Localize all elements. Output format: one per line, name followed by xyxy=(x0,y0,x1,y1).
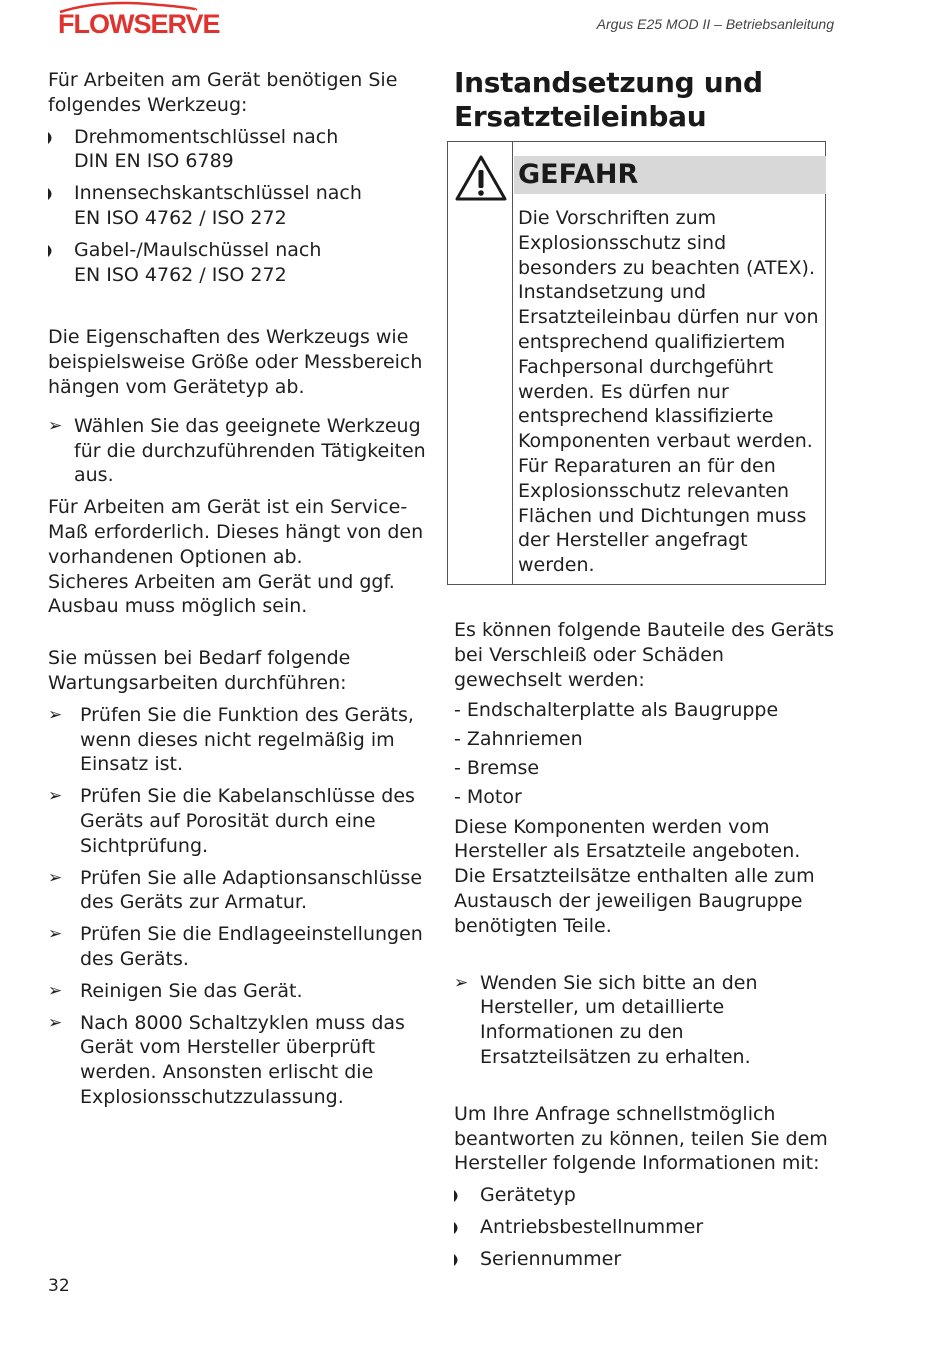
logo-swoosh-icon xyxy=(58,0,198,14)
warning-triangle-icon xyxy=(454,154,508,202)
list-item xyxy=(48,1011,440,1110)
tools-intro: Für Arbeiten am Gerät benötigen Sie folgendes Werkzeug: xyxy=(48,69,398,116)
list-item xyxy=(48,703,440,777)
list-item: - Endschalterplatte als Baugruppe xyxy=(454,699,779,722)
instruction-text: Prüfen Sie die Kabelanschlüsse des Geräts auf Porosität durch eine Sichtprüfung. xyxy=(80,785,415,857)
tool-name: Drehmomentschlüssel nach xyxy=(74,125,339,148)
arrow-bullet-icon: ➢ xyxy=(48,1012,63,1033)
left-column xyxy=(48,66,440,1110)
tools-list xyxy=(48,125,440,288)
instruction-text: Reinigen Sie das Gerät. xyxy=(80,979,303,1002)
list-item xyxy=(454,971,836,1070)
arrow-bullet-icon: ➢ xyxy=(454,972,469,993)
flowserve-logo xyxy=(58,10,220,38)
list-item: - Motor xyxy=(454,785,522,808)
list-item xyxy=(48,784,440,858)
list-item: - Bremse xyxy=(454,756,540,779)
list-item xyxy=(48,181,440,231)
bullet-icon xyxy=(48,245,55,257)
list-item xyxy=(454,1215,836,1240)
list-item xyxy=(48,414,440,488)
tool-properties: Die Eigenschaften des Werkzeugs wie beispielsweise Größe oder Messbereich hängen vom Gerätetyp ab. xyxy=(48,326,423,398)
maintenance-intro: Sie müssen bei Bedarf folgende Wartungsarbeiten durchführen: xyxy=(48,647,351,694)
arrow-bullet-icon: ➢ xyxy=(48,786,63,807)
instruction-text: Prüfen Sie alle Adaptionsanschlüsse des Geräts zur Armatur. xyxy=(80,866,423,914)
tool-standard: DIN EN ISO 6789 xyxy=(74,150,234,173)
bullet-icon xyxy=(454,1222,461,1234)
tool-standard: EN ISO 4762 / ISO 272 xyxy=(74,263,287,286)
section-title: Instandsetzung und Ersatzteileinbau xyxy=(454,66,763,133)
warning-paragraph: Instandsetzung und Ersatzteileinbau dürfen nur von entsprechend qualifiziertem Fachpersonal durchgeführt werden. Es dürfen nur entsprechend klassifizierte Komponenten verbaut werden. xyxy=(518,281,819,453)
list-item: - Zahnriemen xyxy=(454,728,583,751)
info-item: Gerätetyp xyxy=(480,1184,576,1207)
instruction-text: Wenden Sie sich bitte an den Hersteller, um detaillierte Informationen zu den Ersatzteilsätzen zu erhalten. xyxy=(480,971,758,1068)
instruction-text: Wählen Sie das geeignete Werkzeug für die durchzuführenden Tätigkeiten aus. xyxy=(74,414,426,487)
list-item xyxy=(48,922,440,972)
list-item xyxy=(454,1247,836,1272)
service-dimension: Für Arbeiten am Gerät ist ein Service-Maß erforderlich. Dieses hängt von den vorhandenen Optionen ab. xyxy=(48,496,424,568)
instruction-text: Prüfen Sie die Endlageeinstellungen des Geräts. xyxy=(80,923,423,970)
tool-standard: EN ISO 4762 / ISO 272 xyxy=(74,206,287,229)
safe-work: Sicheres Arbeiten am Gerät und ggf. Ausbau muss möglich sein. xyxy=(48,570,395,618)
list-item xyxy=(48,125,440,175)
arrow-bullet-icon: ➢ xyxy=(48,980,63,1001)
logo-text: FLOWSERVE xyxy=(58,9,220,39)
list-item xyxy=(48,866,440,916)
bullet-icon xyxy=(454,1254,461,1266)
danger-warning-box xyxy=(447,141,826,585)
instruction-text: Nach 8000 Schaltzyklen muss das Gerät vom Hersteller überprüft werden. Ansonsten erlischt die Explosionsschutzzulassung. xyxy=(80,1011,405,1108)
tool-name: Gabel-/Maulschüssel nach xyxy=(74,238,322,261)
right-column-lower xyxy=(454,618,836,1272)
info-item: Antriebsbestellnummer xyxy=(480,1215,704,1238)
contact-list xyxy=(454,971,836,1070)
parts-intro: Es können folgende Bauteile des Geräts bei Verschleiß oder Schäden gewechselt werden: xyxy=(454,619,834,691)
arrow-bullet-icon: ➢ xyxy=(48,867,63,888)
arrow-bullet-icon: ➢ xyxy=(48,924,63,945)
choose-list xyxy=(48,414,440,488)
arrow-bullet-icon: ➢ xyxy=(48,415,63,436)
bullet-icon xyxy=(454,1190,461,1202)
list-item xyxy=(454,1183,836,1208)
parts-list xyxy=(454,698,836,809)
maintenance-list xyxy=(48,703,440,1110)
warning-body xyxy=(518,206,823,578)
tool-name: Innensechskantschlüssel nach xyxy=(74,182,362,205)
bullet-icon xyxy=(48,132,55,144)
request-intro: Um Ihre Anfrage schnellstmöglich beantworten zu können, teilen Sie dem Hersteller folgende Informationen mit: xyxy=(454,1102,828,1175)
info-item: Seriennummer xyxy=(480,1247,622,1270)
bullet-icon xyxy=(48,188,55,200)
warning-paragraph: Die Vorschriften zum Explosionsschutz sind besonders zu beachten (ATEX). xyxy=(518,207,815,279)
document-title: Argus E25 MOD II – Betriebsanleitung xyxy=(596,16,834,32)
right-column xyxy=(454,66,836,134)
warning-paragraph: Für Reparaturen an für den Explosionsschutz relevanten Flächen und Dichtungen muss der Hersteller angefragt werden. xyxy=(518,454,807,577)
warning-divider xyxy=(512,142,513,584)
page-number: 32 xyxy=(48,1276,70,1296)
list-item xyxy=(48,979,440,1004)
warning-label: GEFAHR xyxy=(514,156,826,194)
list-item xyxy=(48,238,440,288)
spare-parts-text: Diese Komponenten werden vom Hersteller als Ersatzteile angeboten. Die Ersatzteilsätze enthalten alle zum Austausch der jeweiligen Baugruppe benötigten Teile. xyxy=(454,815,815,937)
info-list xyxy=(454,1183,836,1271)
instruction-text: Prüfen Sie die Funktion des Geräts, wenn dieses nicht regelmäßig im Einsatz ist. xyxy=(80,703,414,776)
arrow-bullet-icon: ➢ xyxy=(48,704,63,725)
